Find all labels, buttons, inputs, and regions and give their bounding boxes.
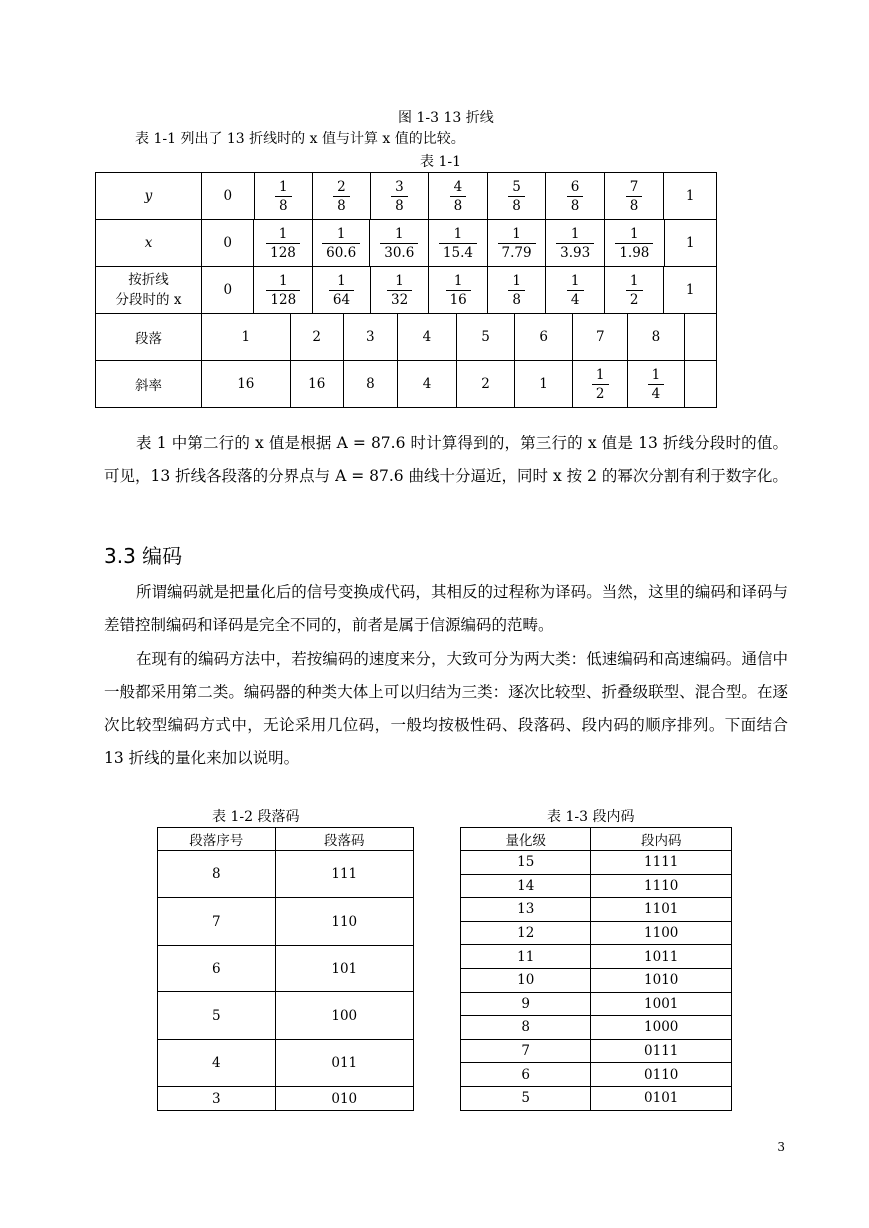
table-row-x [96, 220, 717, 267]
fraction: $\frac{1}{7.79}$ [498, 225, 536, 262]
table-cell: 110 [275, 898, 413, 946]
table-cell: 1001 [591, 992, 732, 1016]
fraction: $\frac{1}{30.6}$ [380, 225, 418, 262]
table-cell [684, 361, 716, 407]
table-cell: 12 [461, 921, 591, 945]
table-row [461, 945, 732, 969]
table-cell: 6 [461, 1063, 591, 1087]
table-cell: 8 [461, 1016, 591, 1040]
table-cell [429, 173, 488, 219]
row-slope-cells [202, 361, 717, 408]
table-cell: 5 [158, 992, 276, 1040]
table-cell: 11 [461, 945, 591, 969]
table-row-y [96, 173, 717, 220]
fraction: $\frac{1}{8}$ [275, 178, 292, 215]
table-row [158, 946, 414, 992]
table-cell: 1 [515, 361, 573, 407]
table-cell [628, 361, 684, 407]
table-header-row [461, 828, 732, 851]
row-label-slope: 斜率 [96, 361, 202, 408]
row-label-y: y [96, 173, 202, 220]
row-seg-cells [202, 267, 717, 314]
table-row-segment [96, 314, 717, 361]
table-cell [546, 220, 605, 266]
table-cell [254, 267, 313, 313]
table-cell: 15 [461, 851, 591, 875]
table-cell [370, 220, 429, 266]
table-cell [370, 267, 429, 313]
table-row-seg [96, 267, 717, 314]
table2-title: 表 1-2 段落码 [212, 809, 300, 825]
fraction: $\frac{6}{8}$ [567, 178, 584, 215]
table-cell: 1 [664, 173, 716, 219]
fraction: $\frac{1}{3.93}$ [556, 225, 594, 262]
table-cell: 0101 [591, 1086, 732, 1110]
table-cell: 3 [158, 1087, 276, 1111]
table-row [461, 898, 732, 922]
table-row [461, 851, 732, 875]
table-row [461, 921, 732, 945]
table-cell: 0 [223, 282, 233, 298]
table-header-row [158, 828, 414, 851]
fraction: $\frac{2}{8}$ [333, 178, 350, 215]
row-label-segment: 段落 [96, 314, 202, 361]
table-cell: 100 [275, 992, 413, 1040]
table-cell [429, 267, 488, 313]
table-1-3 [460, 827, 732, 1111]
table-cell: 3 [343, 314, 397, 360]
fraction: $\frac{1}{1.98}$ [615, 225, 653, 262]
table-row [461, 1086, 732, 1110]
table-cell: 8 [628, 314, 684, 360]
table-row [461, 1016, 732, 1040]
table-cell: 9 [461, 992, 591, 1016]
table-cell: 16 [237, 376, 255, 392]
table-row [158, 1087, 414, 1111]
fraction: $\frac{5}{8}$ [508, 178, 525, 215]
table-cell: 5 [457, 314, 515, 360]
table-cell: 1 [664, 220, 716, 266]
table-cell: 1010 [591, 968, 732, 992]
table-cell: 0 [223, 235, 232, 251]
table-row-slope [96, 361, 717, 408]
row-y-cells [202, 173, 717, 220]
table-cell: 1100 [591, 921, 732, 945]
header-cell: 量化级 [461, 828, 591, 851]
table-row [158, 992, 414, 1040]
table-cell: 6 [515, 314, 573, 360]
header-cell: 段落码 [275, 828, 413, 851]
fraction: $\frac{1}{2}$ [626, 272, 643, 309]
fraction: $\frac{1}{128}$ [266, 225, 300, 262]
fraction: $\frac{1}{4}$ [567, 272, 584, 309]
table-row [158, 1040, 414, 1087]
table1-title: 表 1-1 [420, 154, 461, 170]
table-row [461, 1063, 732, 1087]
table-row [461, 968, 732, 992]
table-cell: 7 [573, 314, 628, 360]
paragraph-1: 表 1 中第二行的 x 值是根据 A = 87.6 时计算得到的，第三行的 x 值是 13 折线分段时的值。可见，13 折线各段落的分界点与 A = 87.6 曲线十分逼近，同时 x 按 2 的幂次分割有利于数字化。 [104, 434, 788, 485]
table-row [158, 898, 414, 946]
fraction: $\frac{1}{60.6}$ [322, 225, 360, 262]
table-cell: 7 [158, 898, 276, 946]
table-cell [313, 173, 371, 219]
table-cell: 2 [457, 361, 515, 407]
table-cell [487, 173, 546, 219]
table-cell: 1111 [591, 851, 732, 875]
fraction: $\frac{1}{2}$ [592, 366, 609, 403]
table-cell [684, 314, 716, 360]
table-cell: 1000 [591, 1016, 732, 1040]
table-cell: 1101 [591, 898, 732, 922]
table-cell: 4 [158, 1040, 276, 1087]
table-cell [254, 173, 313, 219]
table-cell [254, 220, 313, 266]
paragraph-2: 所谓编码就是把量化后的信号变换成代码，其相反的过程称为译码。当然，这里的编码和译码与差错控制编码和译码是完全不同的，前者是属于信源编码的范畴。 [104, 583, 788, 634]
table-cell [487, 220, 546, 266]
table-cell [605, 220, 665, 266]
figure-caption: 图 1-3 13 折线 [398, 110, 494, 126]
fraction: $\frac{7}{8}$ [626, 178, 643, 215]
table-cell: 010 [275, 1087, 413, 1111]
table-cell: 8 [343, 361, 397, 407]
table-row [461, 992, 732, 1016]
intro-line: 表 1-1 列出了 13 折线时的 x 值与计算 x 值的比较。 [135, 131, 465, 147]
fraction: $\frac{1}{64}$ [329, 272, 354, 309]
table-cell: 1110 [591, 874, 732, 898]
fraction: $\frac{1}{4}$ [648, 366, 665, 403]
row-segment-cells [202, 314, 717, 361]
table3-title: 表 1-3 段内码 [547, 809, 635, 825]
table-1-2 [157, 827, 414, 1111]
table-cell: 13 [461, 898, 591, 922]
table-cell: 10 [461, 968, 591, 992]
fraction: $\frac{4}{8}$ [450, 178, 467, 215]
table-cell: 4 [397, 314, 456, 360]
fraction: $\frac{3}{8}$ [391, 178, 408, 215]
table-cell [312, 220, 370, 266]
table-cell [573, 361, 628, 407]
fraction: $\frac{1}{8}$ [508, 272, 525, 309]
table-row [158, 851, 414, 898]
table-cell [313, 267, 371, 313]
table-cell: 16 [290, 361, 343, 407]
table-cell: 2 [290, 314, 343, 360]
fraction: $\frac{1}{32}$ [387, 272, 412, 309]
table-cell [546, 267, 605, 313]
header-cell: 段内码 [591, 828, 732, 851]
table-cell: 1 [664, 267, 716, 313]
table-cell: 1 [241, 329, 251, 345]
table-cell [604, 267, 663, 313]
table-cell: 0110 [591, 1063, 732, 1087]
row-label-seg: 按折线 分段时的 x [96, 267, 202, 314]
table-cell [487, 267, 546, 313]
table-cell: 011 [275, 1040, 413, 1087]
table-cell: 4 [398, 361, 457, 407]
table-cell: 8 [158, 851, 276, 898]
page-number: 3 [777, 1140, 785, 1154]
fraction: $\frac{1}{16}$ [446, 272, 471, 309]
table-row [461, 874, 732, 898]
table-cell: 111 [275, 851, 413, 898]
table-1-1 [95, 172, 717, 408]
table-cell: 14 [461, 874, 591, 898]
fraction: $\frac{1}{128}$ [266, 272, 300, 309]
fraction: $\frac{1}{15.4}$ [439, 225, 477, 262]
table-cell: 7 [461, 1039, 591, 1063]
table-cell: 5 [461, 1086, 591, 1110]
table-cell [546, 173, 605, 219]
row-label-x: x [96, 220, 202, 267]
table-cell: 6 [158, 946, 276, 992]
table-cell: 1011 [591, 945, 732, 969]
table-row [461, 1039, 732, 1063]
table-cell: 101 [275, 946, 413, 992]
header-cell: 段落序号 [158, 828, 276, 851]
section-heading: 3.3 编码 [104, 544, 183, 568]
table-cell [370, 173, 429, 219]
table-cell [604, 173, 664, 219]
table-cell [429, 220, 488, 266]
table-cell: 0111 [591, 1039, 732, 1063]
table-cell: 0 [223, 188, 233, 204]
paragraph-3: 在现有的编码方法中，若按编码的速度来分，大致可分为两大类：低速编码和高速编码。通信中一般都采用第二类。编码器的种类大体上可以归结为三类：逐次比较型、折叠级联型、混合型。在逐次比较型编码方式中，无论采用几位码，一般均按极性码、段落码、段内码的顺序排列。下面结合 13 折线的量化来加以说明。 [104, 650, 788, 767]
row-x-cells [202, 220, 717, 267]
